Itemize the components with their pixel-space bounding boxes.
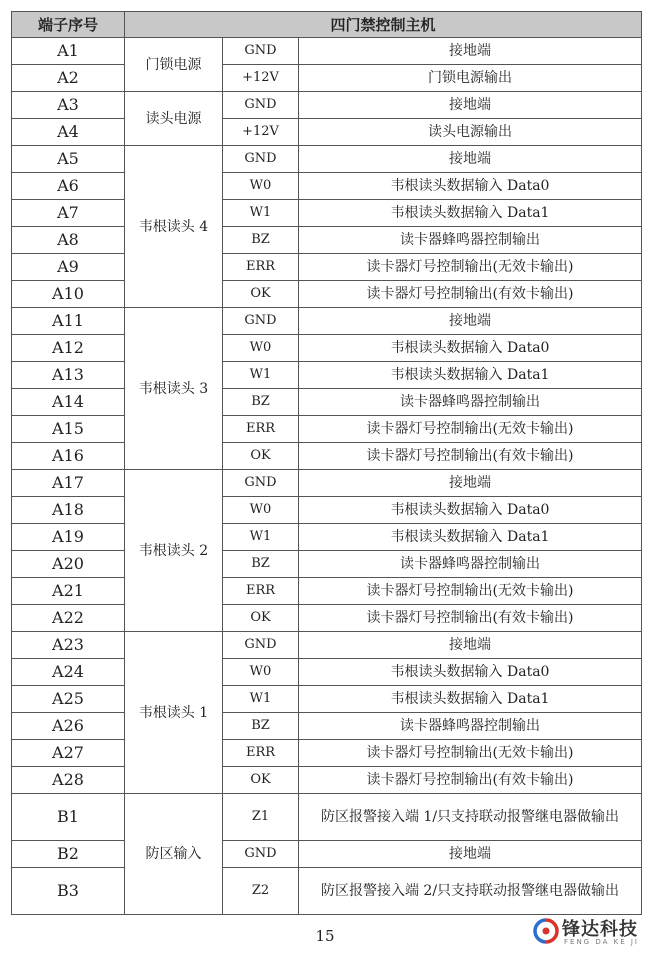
signal-name: W1 (223, 686, 299, 713)
signal-name: W1 (223, 524, 299, 551)
brand-logo (532, 915, 644, 951)
signal-description: 读卡器灯号控制输出(有效卡输出) (299, 605, 642, 632)
brand-name: 锋达科技 (562, 919, 638, 940)
signal-description: 读卡器蜂鸣器控制输出 (299, 227, 642, 254)
table-row (12, 416, 642, 443)
signal-description: 韦根读头数据输入 Data1 (299, 524, 642, 551)
terminal-id: A14 (12, 389, 125, 416)
terminal-id: A12 (12, 335, 125, 362)
table-row (12, 308, 642, 335)
signal-name: W1 (223, 200, 299, 227)
terminal-id: A6 (12, 173, 125, 200)
signal-description: 接地端 (299, 308, 642, 335)
signal-description: 韦根读头数据输入 Data0 (299, 335, 642, 362)
table-row (12, 740, 642, 767)
signal-name: BZ (223, 227, 299, 254)
signal-description: 韦根读头数据输入 Data1 (299, 686, 642, 713)
terminal-id: A4 (12, 119, 125, 146)
function-group: 韦根读头 3 (125, 308, 223, 470)
function-group: 韦根读头 2 (125, 470, 223, 632)
table-row (12, 470, 642, 497)
signal-description: 接地端 (299, 146, 642, 173)
terminal-id: A13 (12, 362, 125, 389)
signal-description: 接地端 (299, 841, 642, 868)
table-row (12, 389, 642, 416)
table-row (12, 497, 642, 524)
function-group: 防区输入 (125, 794, 223, 915)
terminal-id: B3 (12, 868, 125, 915)
signal-description: 读卡器灯号控制输出(无效卡输出) (299, 740, 642, 767)
signal-name: OK (223, 767, 299, 794)
terminal-id: A2 (12, 65, 125, 92)
page-number: 15 (315, 927, 335, 945)
signal-description: 读卡器灯号控制输出(无效卡输出) (299, 416, 642, 443)
signal-name: OK (223, 281, 299, 308)
table-row (12, 868, 642, 915)
function-group: 读头电源 (125, 92, 223, 146)
signal-name: W0 (223, 497, 299, 524)
signal-name: BZ (223, 551, 299, 578)
terminal-id: A18 (12, 497, 125, 524)
signal-description: 读卡器蜂鸣器控制输出 (299, 389, 642, 416)
table-row (12, 146, 642, 173)
table-row (12, 659, 642, 686)
table-row (12, 578, 642, 605)
brand-pinyin: FENG DA KE JI (564, 938, 639, 946)
terminal-id: A7 (12, 200, 125, 227)
table-row (12, 605, 642, 632)
terminal-id: A21 (12, 578, 125, 605)
table-row (12, 794, 642, 841)
table-row (12, 119, 642, 146)
signal-description: 防区报警接入端 2/只支持联动报警继电器做输出 (299, 868, 642, 915)
signal-description: 读卡器灯号控制输出(无效卡输出) (299, 254, 642, 281)
table-row (12, 200, 642, 227)
table-row (12, 551, 642, 578)
terminal-id: A8 (12, 227, 125, 254)
terminal-id: A24 (12, 659, 125, 686)
signal-name: BZ (223, 713, 299, 740)
terminal-id: A9 (12, 254, 125, 281)
signal-description: 读卡器灯号控制输出(有效卡输出) (299, 443, 642, 470)
terminal-id: A17 (12, 470, 125, 497)
table-row (12, 713, 642, 740)
terminal-id: A16 (12, 443, 125, 470)
signal-description: 读卡器灯号控制输出(无效卡输出) (299, 578, 642, 605)
signal-name: W0 (223, 173, 299, 200)
signal-name: ERR (223, 578, 299, 605)
signal-description: 接地端 (299, 632, 642, 659)
function-group: 韦根读头 4 (125, 146, 223, 308)
terminal-id: A27 (12, 740, 125, 767)
terminal-id: A26 (12, 713, 125, 740)
signal-name: +12V (223, 119, 299, 146)
signal-name: Z1 (223, 794, 299, 841)
table-row (12, 524, 642, 551)
signal-name: +12V (223, 65, 299, 92)
table-row (12, 281, 642, 308)
table-row (12, 173, 642, 200)
signal-description: 韦根读头数据输入 Data0 (299, 497, 642, 524)
brand-logo-icon (532, 917, 560, 945)
terminal-id: A19 (12, 524, 125, 551)
signal-description: 门锁电源输出 (299, 65, 642, 92)
signal-name: GND (223, 632, 299, 659)
signal-name: ERR (223, 254, 299, 281)
terminal-id: A5 (12, 146, 125, 173)
signal-description: 韦根读头数据输入 Data1 (299, 200, 642, 227)
table-row (12, 443, 642, 470)
signal-description: 韦根读头数据输入 Data0 (299, 659, 642, 686)
signal-name: GND (223, 470, 299, 497)
table-row (12, 632, 642, 659)
signal-description: 接地端 (299, 38, 642, 65)
table-row (12, 767, 642, 794)
signal-name: W0 (223, 335, 299, 362)
table-row (12, 227, 642, 254)
signal-description: 接地端 (299, 470, 642, 497)
signal-name: OK (223, 605, 299, 632)
terminal-id: A28 (12, 767, 125, 794)
table-row (12, 38, 642, 65)
terminal-id: A10 (12, 281, 125, 308)
terminal-id: B1 (12, 794, 125, 841)
terminal-id: A1 (12, 38, 125, 65)
terminal-table (11, 11, 642, 915)
table-row (12, 254, 642, 281)
signal-name: GND (223, 841, 299, 868)
terminal-id: A20 (12, 551, 125, 578)
signal-name: ERR (223, 740, 299, 767)
table-row (12, 362, 642, 389)
signal-name: GND (223, 308, 299, 335)
signal-name: GND (223, 38, 299, 65)
signal-description: 读卡器蜂鸣器控制输出 (299, 713, 642, 740)
table-row (12, 841, 642, 868)
function-group: 韦根读头 1 (125, 632, 223, 794)
signal-name: W0 (223, 659, 299, 686)
header-terminal-number: 端子序号 (12, 12, 125, 38)
terminal-id: B2 (12, 841, 125, 868)
signal-description: 读卡器灯号控制输出(有效卡输出) (299, 767, 642, 794)
terminal-id: A22 (12, 605, 125, 632)
table-row (12, 65, 642, 92)
function-group: 门锁电源 (125, 38, 223, 92)
signal-description: 接地端 (299, 92, 642, 119)
terminal-id: A3 (12, 92, 125, 119)
signal-name: ERR (223, 416, 299, 443)
signal-description: 防区报警接入端 1/只支持联动报警继电器做输出 (299, 794, 642, 841)
table-row (12, 92, 642, 119)
signal-description: 韦根读头数据输入 Data1 (299, 362, 642, 389)
signal-description: 读头电源输出 (299, 119, 642, 146)
header-title: 四门禁控制主机 (125, 12, 642, 38)
table-row (12, 335, 642, 362)
signal-name: Z2 (223, 868, 299, 915)
table-row (12, 686, 642, 713)
terminal-id: A23 (12, 632, 125, 659)
signal-description: 读卡器蜂鸣器控制输出 (299, 551, 642, 578)
signal-name: GND (223, 92, 299, 119)
terminal-id: A25 (12, 686, 125, 713)
signal-description: 韦根读头数据输入 Data0 (299, 173, 642, 200)
signal-name: BZ (223, 389, 299, 416)
signal-name: W1 (223, 362, 299, 389)
signal-name: GND (223, 146, 299, 173)
signal-description: 读卡器灯号控制输出(有效卡输出) (299, 281, 642, 308)
signal-name: OK (223, 443, 299, 470)
terminal-id: A15 (12, 416, 125, 443)
terminal-id: A11 (12, 308, 125, 335)
